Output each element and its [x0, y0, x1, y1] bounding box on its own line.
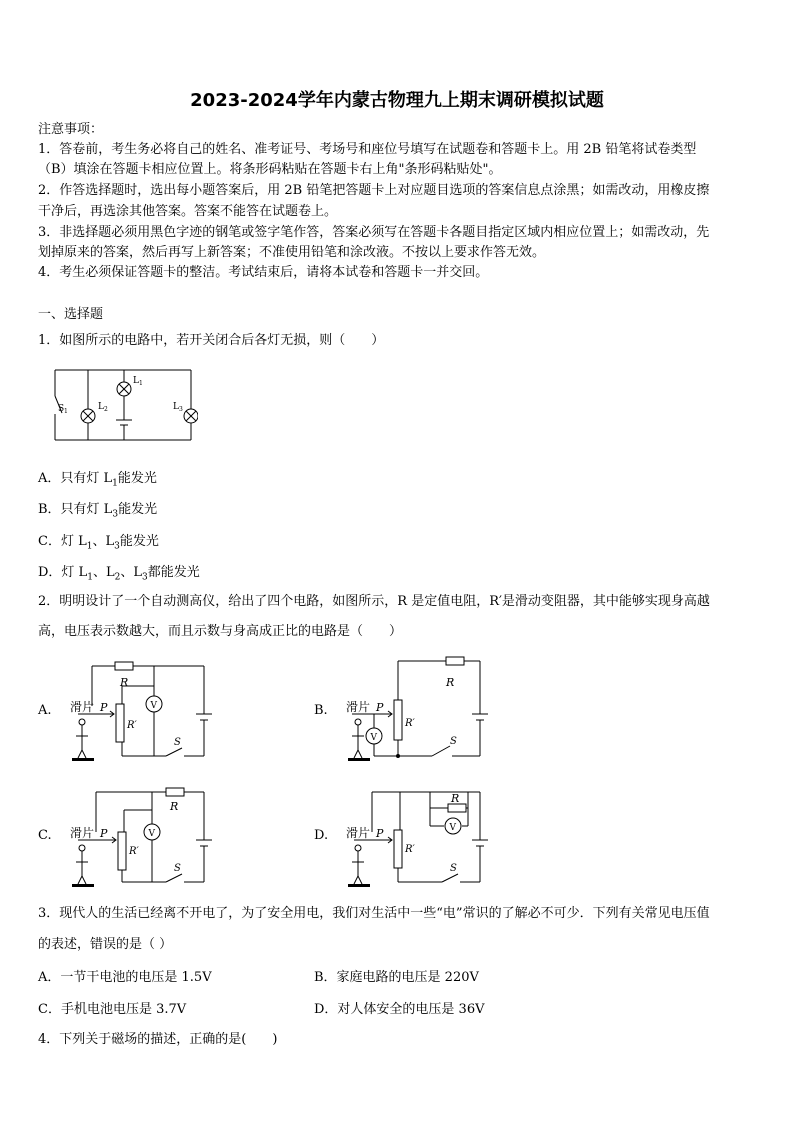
notice-line-4: 干净后，再选涂其他答案。答案不能答在试题卷上。: [38, 204, 338, 219]
section-heading: 一、选择题: [38, 307, 104, 322]
question-3-stem-line-2: 的表述，错误的是（ ）: [38, 937, 173, 952]
question-2-circuit-d: [342, 782, 492, 892]
voltmeter-label: V: [370, 733, 377, 743]
question-1-option-d[interactable]: D．灯 $L_1$、$L_2$、$L_3$都能发光: [38, 565, 200, 583]
notice-line-3: 2．作答选择题时，选出每小题答案后，用 2B 铅笔把答题卡上对应题目选项的答案信息点涂黑；如需改动，用橡皮擦: [38, 183, 710, 198]
question-2-option-c[interactable]: C.: [38, 828, 52, 843]
notice-line-5: 3．非选择题必须用黑色字迹的钢笔或签字笔作答，答案必须写在答题卡各题目指定区域内相应位置上；如需改动，先: [38, 225, 710, 240]
r-label: R: [120, 676, 129, 689]
question-1-option-c[interactable]: C．灯 $L_1$、$L_3$能发光: [38, 534, 159, 552]
slider-label: 滑片: [70, 826, 95, 840]
question-2-circuit-b: [342, 656, 492, 766]
notice-line-6: 划掉原来的答案，然后再写上新答案；不准使用铅笔和涂改液。不按以上要求作答无效。: [38, 245, 546, 260]
p-label: P: [100, 827, 108, 840]
label-s1-sub: 1: [64, 408, 68, 415]
s-label: S: [174, 863, 181, 874]
r-label: R: [446, 676, 455, 689]
question-2-stem-line-2: 高，电压表示数越大，而且示数与身高成正比的电路是（ ）: [38, 624, 403, 639]
question-3-option-a[interactable]: A．一节干电池的电压是 1.5V: [38, 970, 212, 985]
question-2-option-d[interactable]: D.: [314, 828, 329, 843]
rprime-label: R′: [405, 718, 415, 729]
slider-label: 滑片: [70, 700, 95, 714]
p-label: P: [376, 701, 384, 714]
page-title: 2023-2024学年内蒙古物理九上期末调研模拟试题: [190, 90, 604, 111]
s-label: S: [450, 736, 457, 747]
label-l2-sub: 2: [104, 406, 108, 413]
rprime-label: R′: [405, 844, 415, 855]
question-3-option-c[interactable]: C．手机电池电压是 3.7V: [38, 1002, 187, 1017]
rprime-label: R′: [129, 846, 139, 857]
r-label: R: [451, 792, 460, 805]
question-2-circuit-a: [66, 656, 216, 766]
question-2-circuit-c: [66, 782, 216, 892]
question-3-option-b[interactable]: B．家庭电路的电压是 220V: [314, 970, 479, 985]
voltmeter-label: V: [148, 829, 155, 839]
slider-label: 滑片: [346, 826, 371, 840]
label-l2: L: [98, 402, 104, 412]
question-1-stem: 1．如图所示的电路中，若开关闭合后各灯无损，则（ ）: [38, 333, 385, 348]
voltmeter-label: V: [150, 701, 157, 711]
question-1-option-b[interactable]: B．只有灯 $L_3$能发光: [38, 502, 158, 520]
p-label: P: [100, 701, 108, 714]
question-2-option-a[interactable]: A.: [38, 703, 52, 718]
question-2-stem-line-1: 2．明明设计了一个自动测高仪，给出了四个电路，如图所示，R 是定值电阻，R′是滑动变阻器，其中能够实现身高越: [38, 594, 710, 609]
voltmeter-label: V: [449, 823, 456, 833]
label-s1: S: [58, 404, 65, 414]
r-label: R: [170, 800, 179, 813]
label-l1: L: [133, 376, 139, 386]
question-4-stem: 4．下列关于磁场的描述，正确的是( ): [38, 1032, 278, 1047]
notice-line-7: 4．考生必须保证答题卡的整洁。考试结束后，请将本试卷和答题卡一并交回。: [38, 265, 489, 280]
label-l3-sub: 3: [179, 406, 183, 413]
question-1-option-a[interactable]: A．只有灯 $L_1$能发光: [38, 471, 157, 489]
slider-label: 滑片: [346, 700, 371, 714]
notice-heading: 注意事项：: [38, 122, 104, 137]
s-label: S: [450, 863, 457, 874]
notice-line-1: 1．答卷前，考生务必将自己的姓名、准考证号、考场号和座位号填写在试题卷和答题卡上。用 2B 铅笔将试卷类型: [38, 142, 697, 157]
p-label: P: [376, 827, 384, 840]
question-3-stem-line-1: 3．现代人的生活已经离不开电了，为了安全用电，我们对生活中一些“电”常识的了解必不可少．下列有关常见电压值: [38, 906, 710, 921]
label-l1-sub: 1: [139, 380, 143, 387]
question-1-circuit: [48, 366, 198, 446]
s-label: S: [174, 737, 181, 748]
rprime-label: R′: [127, 720, 137, 731]
notice-line-2: （B）填涂在答题卡相应位置上。将条形码粘贴在答题卡右上角"条形码粘贴处"。: [38, 162, 502, 177]
question-3-option-d[interactable]: D．对人体安全的电压是 36V: [314, 1002, 485, 1017]
question-2-option-b[interactable]: B.: [314, 703, 328, 718]
label-l3: L: [173, 402, 179, 412]
